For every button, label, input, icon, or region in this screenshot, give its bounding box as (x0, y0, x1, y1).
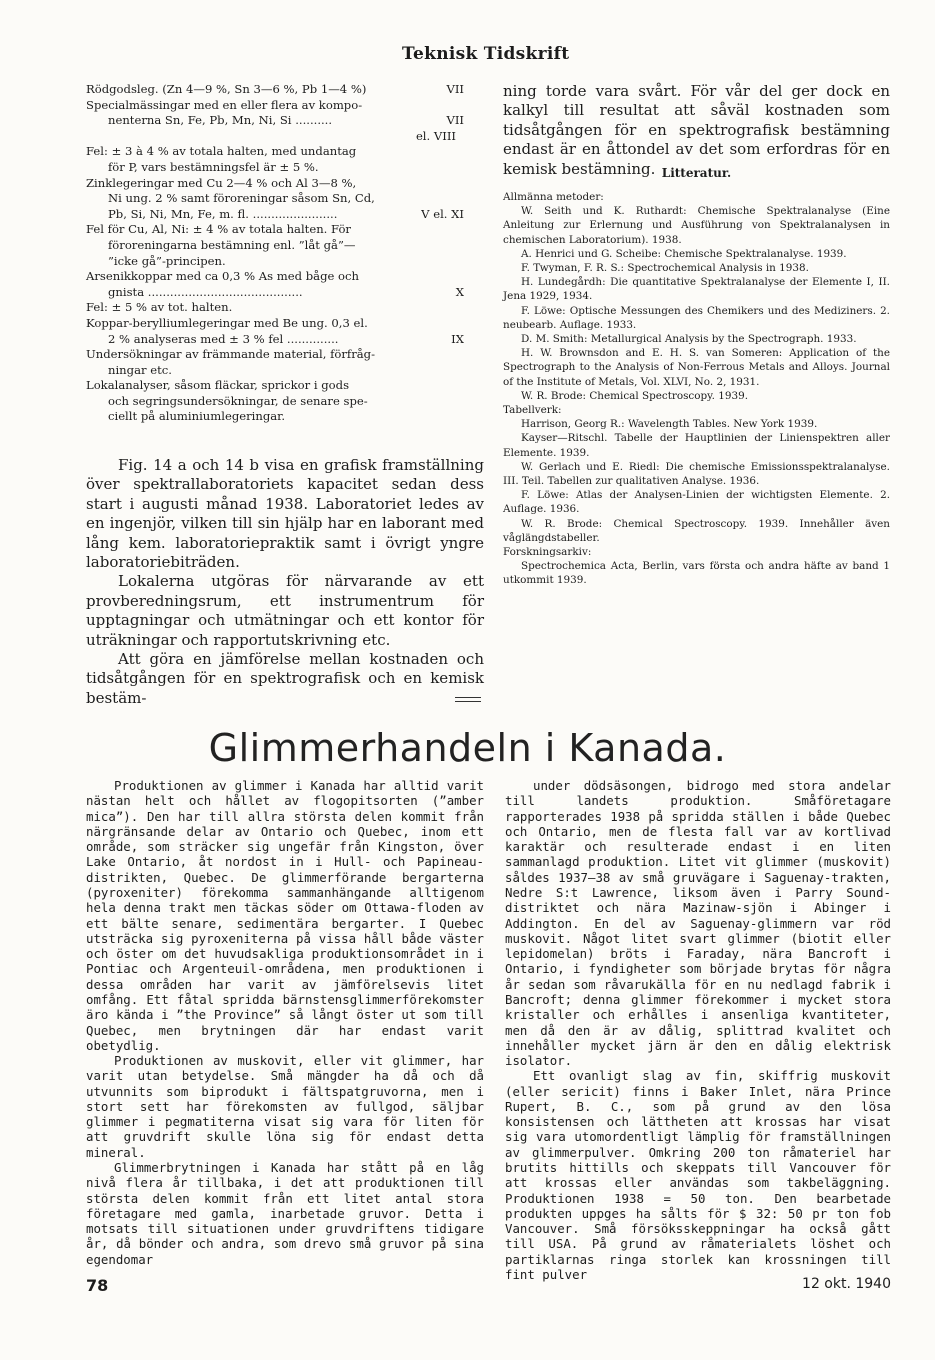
spec-text: nenterna Sn, Fe, Pb, Mn, Ni, Si .......... (108, 113, 333, 128)
spec-line (86, 191, 464, 207)
spec-text: Ni ung. 2 % samt föroreningar såsom Sn, Cd, (108, 191, 375, 206)
spec-line (86, 332, 464, 348)
spec-text: Koppar-berylliumlegeringar med Be ung. 0,3 el. (86, 315, 368, 330)
issue-date: 12 okt. 1940 (802, 1276, 891, 1292)
article-column-right (505, 778, 891, 1282)
spec-text: ”icke gå”-principen. (108, 253, 226, 268)
literature-entry: Kayser—Ritschl. Tabelle der Hauptlinien der Linienspektren aller Elemente. 1939. (503, 432, 890, 459)
spec-text: ciellt på aluminiumlegeringar. (108, 409, 286, 424)
spec-ref: VII (446, 113, 464, 128)
literature-entry: H. W. Brownsdon and E. H. S. van Someren: Application of the Spectrograph to the Analysis of Non-Ferrous Metals and Alloys. Journal of the Institute of Metals, Vol. XLVI, No. 2, 1931. (503, 347, 890, 388)
spec-text: Fel: ± 5 % av tot. halten. (86, 300, 233, 315)
page-number: 78 (86, 1276, 109, 1295)
literature-entry: F. Löwe: Optische Messungen des Chemikers und des Mediziners. 2. neubearb. Auflage. 1933. (503, 304, 890, 331)
spec-text: Arsenikkoppar med ca 0,3 % As med båge och (86, 269, 360, 284)
literature-entry: Spectrochemica Acta, Berlin, vars första och andra häfte av band 1 utkommit 1939. (503, 560, 890, 587)
spec-line (86, 254, 464, 270)
spec-text: gnista .......................................... (108, 284, 303, 299)
spec-text: ningar etc. (108, 362, 172, 377)
spec-line (86, 363, 464, 379)
paragraph: Att göra en jämförelse mellan kostnaden och tidsåtgången för en spektrografisk och en kemisk bestäm- (86, 650, 484, 707)
spec-line (86, 409, 464, 425)
paragraph: Fig. 14 a och 14 b visa en grafisk framställning över spektrallaboratoriets kapacitet sedan dess start i augusti månad 1938. Laboratoriet ledes av en ingenjör, vilken till sin hjälp har en laborant med lång kem. laboratoriepraktik samt i övrigt yngre laboratoriebiträden. (86, 456, 484, 572)
spec-line (86, 285, 464, 301)
spec-line (86, 238, 464, 254)
section-rule (455, 701, 481, 702)
literature-category: Allmänna metoder: (503, 191, 604, 203)
spec-text: Lokalanalyser, såsom fläckar, sprickor i gods (86, 378, 350, 393)
spec-line (86, 378, 464, 394)
section-rule (455, 697, 481, 698)
spec-text: föroreningarna bestämning enl. ”låt gå”— (108, 237, 356, 252)
spec-text: Zinklegeringar med Cu 2—4 % och Al 3—8 %, (86, 175, 357, 190)
literature-entry: Harrison, Georg R.: Wavelength Tables. New York 1939. (521, 418, 818, 431)
spec-line (86, 98, 464, 114)
article-column-left (86, 778, 484, 1267)
spec-text: Pb, Si, Ni, Mn, Fe, m. fl. ....................... (108, 206, 338, 221)
spec-text: Undersökningar av främmande material, förfråg- (86, 347, 376, 362)
paragraph: Lokalerna utgöras för närvarande av ett provberedningsrum, ett instrumentrum för upptagningar och utmätningar och ett kontor för uträkningar och rapportutskrivning etc. (86, 572, 484, 649)
spec-text: 2 % analyseras med ± 3 % fel .............. (108, 331, 339, 346)
spec-line (86, 144, 464, 160)
spec-line (86, 82, 464, 98)
literature-entry: W. R. Brode: Chemical Spectroscopy. 1939. (521, 389, 749, 402)
spec-line (86, 176, 464, 192)
spec-line: el. VIII (415, 128, 456, 143)
spec-text: Rödgodsleg. (Zn 4—9 %, Sn 3—6 %, Pb 1—4 %) (86, 82, 367, 96)
spec-line (86, 394, 464, 410)
spec-text: Fel för Cu, Al, Ni: ± 4 % av totala halten. För (86, 222, 351, 237)
spec-line (86, 113, 464, 129)
spec-text: och segringsundersökningar, de senare spe- (108, 393, 368, 408)
spec-ref: IX (451, 331, 464, 346)
literature-category: Forskningsarkiv: (503, 546, 592, 559)
spec-ref: VII (446, 82, 464, 96)
spec-line (86, 316, 464, 332)
literature-entry: W. Seith und K. Ruthardt: Chemische Spektralanalyse (Eine Anleitung zur Erlernung und Ausführung von Spektralanalysen in chemischen Laboratorium). 1938. (503, 205, 890, 246)
spec-ref: X (455, 284, 464, 299)
literature-entry: H. Lundegårdh: Die quantitative Spektralanalyse der Elemente I, II. Jena 1929, 1934. (503, 276, 890, 303)
spec-line (86, 347, 464, 363)
literature-entry: F. Twyman, F. R. S.: Spectrochemical Analysis in 1938. (521, 262, 809, 275)
spec-line (86, 222, 464, 238)
specification-list (86, 82, 464, 425)
spec-line (86, 207, 464, 223)
spec-line (86, 269, 464, 285)
body-text-left (86, 456, 484, 708)
journal-header: Teknisk Tidskrift (402, 44, 570, 64)
literature-entry: W. Gerlach und E. Riedl: Die chemische Emissionsspektralanalyse. III. Teil. Tabellen zur qualitativen Analyse. 1936. (503, 460, 890, 488)
spec-ref: V el. XI (421, 206, 464, 221)
literature-entry: W. R. Brode: Chemical Spectroscopy. 1939. Innehåller även våglängdstabeller. (503, 517, 890, 544)
paragraph: Produktionen av muskovit, eller vit glimmer, har varit utan betydelse. Små mängder ha då och då utvunnits som biprodukt i fältspatgruvorna, men i stort sett har förekomsten av fullgod, säljbar glimmer i pegmatiterna visat sig vara för liten för att gruvdrift skulle löna sig för endast detta mineral. (86, 1053, 484, 1160)
literature-heading: Litteratur. (661, 166, 732, 180)
paragraph: ning torde vara svårt. För vår del ger dock en kalkyl till resultat att såväl kostnaden som tidsåtgången för en spektrografisk bestämning endast är en åttondel av det som erfordras för en kemisk bestämning. (503, 82, 890, 178)
spec-line (86, 160, 464, 176)
article-title: Glimmerhandeln i Kanada. (208, 726, 727, 770)
spec-text: Fel: ± 3 à 4 % av totala halten, med undantag (86, 144, 357, 159)
spec-text: för P, vars bestämningsfel är ± 5 %. (108, 159, 319, 174)
paragraph: under dödsäsongen, bidrogo med stora andelar till landets produktion. Småföretagare rapporterades 1938 på spridda ställen i både Quebec och Ontario, men de flesta fall var av kortlivad karaktär och resulterade endast i en liten sammanlagd produktion. Litet vit glimmer (muskovit) såldes 1937—38 av små gruvägare i Saguenay-trakten, Nedre S:t Lawrence, liksom även i Parry Sound-distriktet och nära Mazinaw-sjön i Abinger i Addington. En del av Saguenay-glimmern var röd muskovit. Något litet svart glimmer (biotit eller lepidomelan) bröts i Faraday, nära Bancroft i Ontario, i fyndigheter som började brytas för några år sedan som råvarukälla för en nu nedlagd fabrik i Bancroft; denna glimmer förekommer i mycket stora kristaller och erhålles i ansenliga kvantiteter, men då den är av dålig, splittrad kvalitet och innehåller mycket järn är den en dålig elektrisk isolator. (505, 778, 891, 1069)
literature-entry: D. M. Smith: Metallurgical Analysis by the Spectrograph. 1933. (521, 333, 857, 346)
paragraph: Glimmerbrytningen i Kanada har stått på en låg nivå flera år tillbaka, i det att produktionen till största delen kommit från ett litet antal stora företagare med gamla, inarbetade gruvor. Detta i motsats till situationen under gruvdriftens tidigare år, då bönder och andra, som drevo små gruvor på sina egendomar (86, 1160, 484, 1267)
paragraph: Ett ovanligt slag av fin, skiffrig muskovit (eller sericit) finns i Baker Inlet, nära Prince Rupert, B. C., som på grund av den lösa konsistensen och lättheten att krossas har visat sig vara utomordentligt lämplig för framställningen av glimmerpulver. Omkring 200 ton råmateriel har brutits hittills och skeppats till Vancouver för att krossas eller användas som takbeläggning. Produktionen 1938 = 50 ton. Den bearbetade produkten uppges ha sålts för $ 32: 50 pr ton fob Vancouver. Små försöksskeppningar ha också gått till USA. På grund av råmaterialets löshet och partiklarnas ringa storlek kan krossningen till fint pulver (505, 1068, 891, 1282)
literature-list (503, 190, 890, 588)
literature-entry: F. Löwe: Atlas der Analysen-Linien der wichtigsten Elemente. 2. Auflage. 1936. (503, 489, 890, 516)
spec-text: Specialmässingar med en eller flera av kompo- (86, 97, 363, 112)
body-text-right (503, 82, 890, 179)
literature-entry: A. Henrici und G. Scheibe: Chemische Spektralanalyse. 1939. (521, 247, 847, 260)
paragraph: Produktionen av glimmer i Kanada har alltid varit nästan helt och hållet av flogopitsorten (”amber mica”). Den har till allra största delen kommit från närgränsande delar av Ontario och Quebec, inom ett område, som sträcker sig ungefär från Kingston, över Lake Ontario, åt nordost in i Hull- och Papineau-distrikten, Quebec. De glimmerförande bergarterna (pyroxeniter) förekomma sammanhängande alltigenom hela denna trakt men täckas söder om Ottawa-floden av ett bälte senare, sedimentära bergarter. I Quebec utsträcka sig pyroxeniterna på vissa håll både väster och öster om det huvudsakliga produktionsområdet in i Pontiac och Argenteuil-områdena, men produktionen i dessa områden har varit av jämförelsevis litet omfång. Ett fåtal spridda bärnstensglimmerförekomster äro kända i ”the Province” så långt öster ut som till Quebec, men brytningen där har endast varit obetydlig. (86, 778, 484, 1053)
literature-category: Tabellverk: (503, 404, 562, 417)
spec-line (86, 300, 464, 316)
